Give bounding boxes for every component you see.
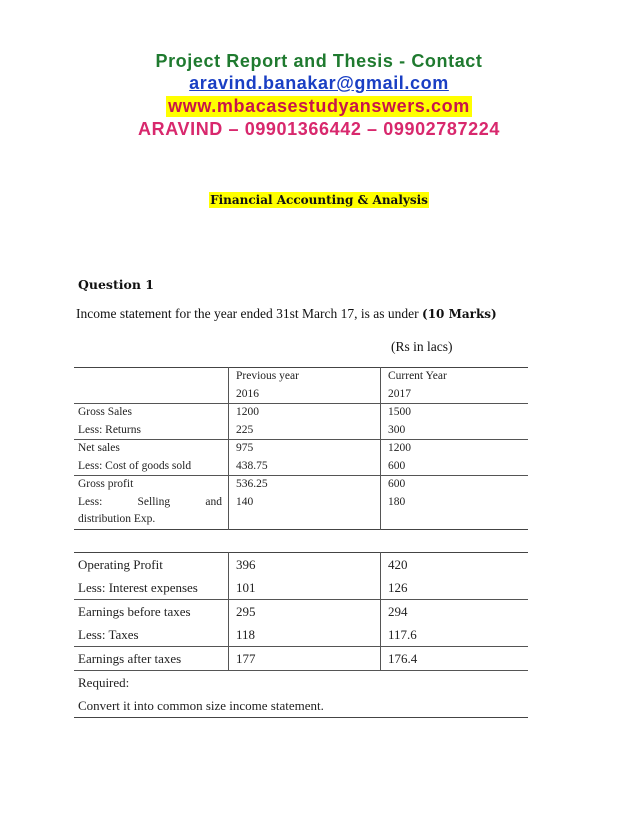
row-label: Gross Sales Less: Returns bbox=[74, 404, 229, 440]
row-label: Operating Profit Less: Interest expenses bbox=[78, 557, 198, 595]
table-row bbox=[74, 600, 528, 647]
header-blank-cell bbox=[74, 368, 229, 404]
income-statement-table-2 bbox=[74, 552, 528, 718]
header-website: www.mbacasestudyanswers.com bbox=[168, 96, 470, 116]
curr-year-header: Current Year 2017 bbox=[381, 368, 529, 404]
table-row bbox=[74, 404, 528, 440]
table-row bbox=[74, 647, 528, 671]
prev-value: 1200 225 bbox=[229, 404, 381, 440]
row-label: Net sales Less: Cost of goods sold bbox=[74, 440, 229, 476]
header-title: Project Report and Thesis - Contact bbox=[155, 51, 483, 71]
prev-value: 177 bbox=[229, 647, 381, 671]
question-label: Question 1 bbox=[78, 277, 154, 292]
units-note: (Rs in lacs) bbox=[391, 339, 453, 354]
header-email-link[interactable]: aravind.banakar@gmail.com bbox=[189, 73, 449, 93]
document-subtitle: Financial Accounting & Analysis bbox=[210, 193, 428, 207]
marks-label: (10 Marks) bbox=[422, 307, 497, 321]
curr-value: 176.4 bbox=[381, 647, 529, 671]
curr-value: 1200 600 bbox=[381, 440, 529, 476]
header-phone: ARAVIND – 09901366442 – 09902787224 bbox=[138, 119, 500, 139]
required-row bbox=[74, 671, 528, 718]
prev-value: 975 438.75 bbox=[229, 440, 381, 476]
table-row bbox=[74, 553, 528, 600]
table-row bbox=[74, 440, 528, 476]
prev-value: 295 118 bbox=[229, 600, 381, 647]
question-intro bbox=[76, 306, 497, 322]
intro-text: Income statement for the year ended 31st March 17, is as under bbox=[76, 306, 419, 321]
prev-year-header: Previous year 2016 bbox=[229, 368, 381, 404]
prev-value: 536.25 140 bbox=[229, 476, 381, 530]
table-row bbox=[74, 476, 528, 530]
row-label: Gross profit Less: Selling and distribution Exp. bbox=[74, 476, 229, 530]
curr-value: 600 180 bbox=[381, 476, 529, 530]
income-statement-table-1 bbox=[74, 367, 528, 530]
required-note: Required: Convert it into common size income statement. bbox=[74, 671, 528, 718]
row-label: Earnings after taxes bbox=[74, 647, 229, 671]
curr-value: 1500 300 bbox=[381, 404, 529, 440]
curr-value: 294 117.6 bbox=[381, 600, 529, 647]
curr-value: 420 126 bbox=[381, 553, 529, 600]
row-label: Earnings before taxes Less: Taxes bbox=[74, 600, 229, 647]
prev-value: 396 101 bbox=[229, 553, 381, 600]
